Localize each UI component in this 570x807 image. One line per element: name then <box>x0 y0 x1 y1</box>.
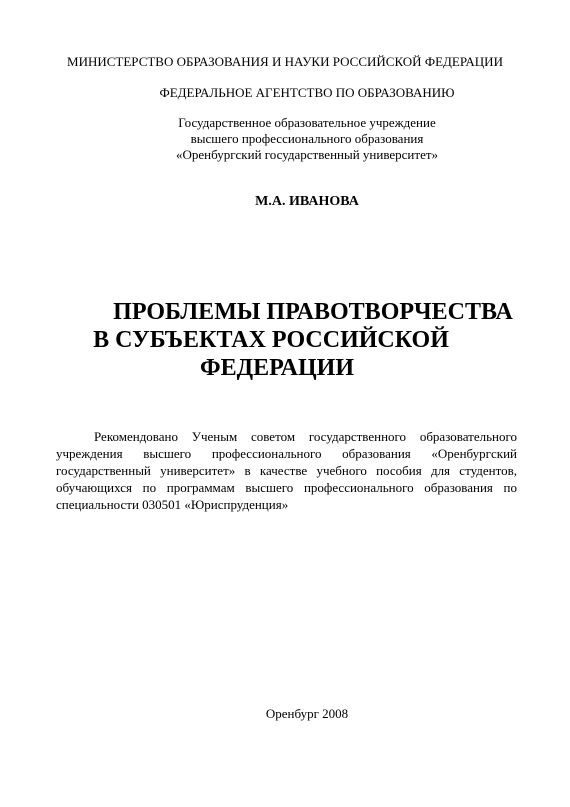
agency-name: ФЕДЕРАЛЬНОЕ АГЕНТСТВО ПО ОБРАЗОВАНИЮ <box>159 85 455 100</box>
recommendation-line: государственный университет» в качестве учебного пособия для студентов, <box>56 463 517 478</box>
ministry-name: МИНИСТЕРСТВО ОБРАЗОВАНИЯ И НАУКИ РОССИЙСКОЙ ФЕДЕРАЦИИ <box>67 54 503 69</box>
recommendation-line: учреждения высшего профессионального образования «Оренбургский <box>56 446 517 461</box>
recommendation-line: Рекомендовано Ученым советом государственного образовательного <box>94 429 517 444</box>
recommendation-text <box>56 428 517 513</box>
place-and-year: Оренбург 2008 <box>265 706 349 721</box>
title-line-2: В СУБЪЕКТАХ РОССИЙСКОЙ <box>93 327 449 353</box>
title-line-1: ПРОБЛЕМЫ ПРАВОТВОРЧЕСТВА <box>113 299 513 325</box>
recommendation-line: специальности 030501 «Юриспруденция» <box>56 497 289 512</box>
author-name: М.А. ИВАНОВА <box>255 194 359 209</box>
institution-line-3: «Оренбургский государственный университет» <box>175 147 439 162</box>
title-line-3: ФЕДЕРАЦИИ <box>199 355 355 381</box>
institution-line-2: высшего профессионального образования <box>190 131 424 146</box>
institution-line-1: Государственное образовательное учреждение <box>178 115 436 130</box>
recommendation-line: обучающихся по программам высшего профессионального образования по <box>56 480 517 495</box>
